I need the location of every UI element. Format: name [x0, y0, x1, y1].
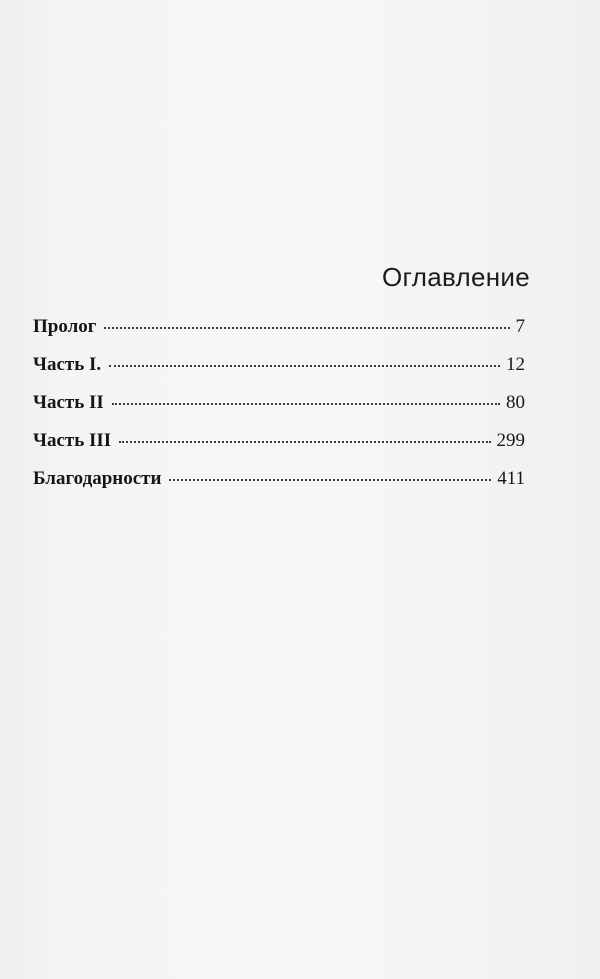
toc-entry-label: Часть III [33, 430, 112, 451]
toc-entry-page-number: 7 [515, 316, 525, 337]
dot-leader [119, 440, 490, 443]
dot-leader [112, 402, 500, 405]
toc-entry-label: Благодарности [33, 468, 162, 489]
dot-leader [104, 326, 509, 329]
toc-entry-acknowledgements [33, 468, 525, 506]
toc-entry-page-number: 80 [506, 392, 525, 413]
toc-entry-page-number: 12 [506, 354, 525, 375]
toc-entry-prologue [33, 316, 525, 354]
toc-entry-label: Пролог [33, 316, 97, 337]
toc-entry-part-3 [33, 430, 525, 468]
toc-entry-label: Часть I. [33, 354, 102, 375]
dot-leader [169, 478, 491, 481]
toc-entry-part-2 [33, 392, 525, 430]
toc-entry-page-number: 299 [496, 430, 525, 451]
toc-entry-page-number: 411 [497, 468, 525, 489]
table-of-contents [33, 316, 525, 506]
dot-leader [109, 364, 500, 367]
toc-entry-part-1 [33, 354, 525, 392]
toc-entry-label: Часть II [33, 392, 104, 413]
page-title: Оглавление [382, 262, 530, 292]
